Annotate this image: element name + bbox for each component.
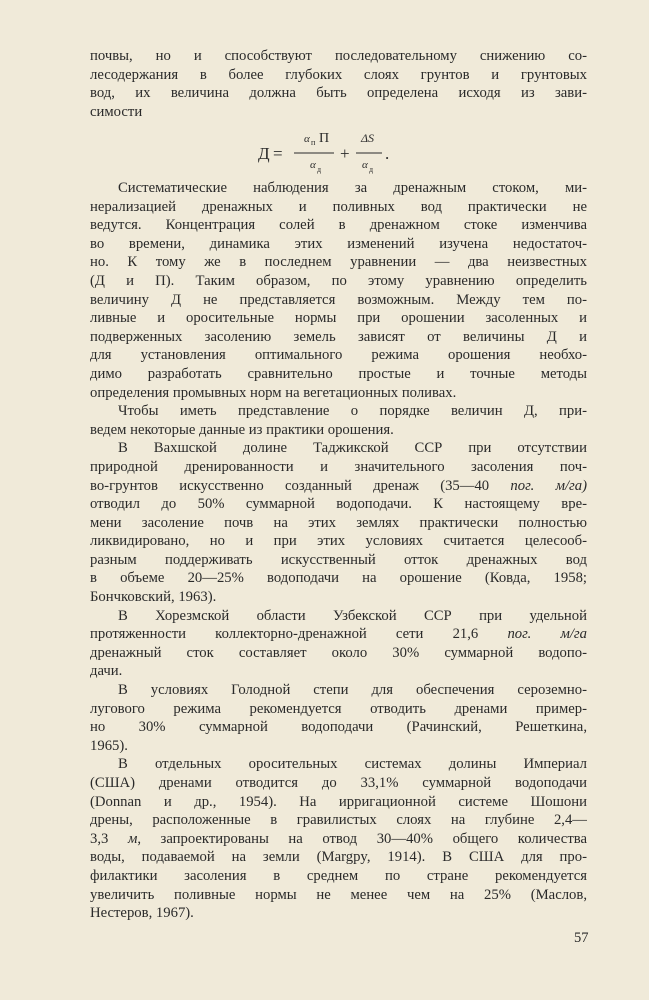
- text-line: ливные и оросительные нормы при орошении засоленных и: [90, 310, 587, 327]
- text-line: увеличить поливные нормы не менее чем на 25% (Маслов,: [90, 886, 587, 903]
- text-line: (Д и П). Таким образом, по этому уравнению определить: [90, 272, 587, 289]
- formula-num2: ΔS: [361, 131, 375, 145]
- text-line: симости: [90, 103, 143, 120]
- text-line: нерализацией дренажных и поливных вод практически не: [90, 198, 587, 215]
- text-line: отводил до 50% суммарной водоподачи. К настоящему вре-: [90, 496, 587, 513]
- text-line: дачи.: [90, 663, 123, 680]
- text-line: Чтобы иметь представление о порядке величин Д, при-: [118, 403, 587, 420]
- text-line: во времени, динамика этих изменений изучена недостаточ-: [90, 235, 587, 252]
- text-line: димо разработать сравнительно простые и точные методы: [90, 365, 587, 382]
- text-line: Систематические наблюдения за дренажным стоком, ми-: [118, 180, 587, 196]
- text-line: В условиях Голодной степи для обеспечения сероземно-: [118, 682, 587, 699]
- text-line: воды, подаваемой на земли (Margpy, 1914). В США для про-: [90, 849, 587, 866]
- text-fragment: , запроектированы на отвод 30—40% общего количества: [137, 830, 587, 847]
- text-line: величину Д не представляется возможным. Между тем по-: [90, 291, 587, 308]
- formula-dot: .: [385, 144, 390, 163]
- text-line: Бончковский, 1963).: [90, 589, 217, 606]
- formula-num1-p: П: [319, 131, 330, 146]
- formula-svg: [258, 128, 408, 178]
- text-line: 1965).: [90, 737, 128, 754]
- formula-equals: =: [273, 144, 283, 163]
- formula-den1-sub: д: [317, 165, 322, 174]
- text-line: разным поддерживать искусственный отток дренажных вод: [90, 551, 587, 568]
- text-line: ликвидировано, но и при этих условиях считается целесооб-: [90, 533, 587, 550]
- text-line: дрены, расположенные в гравилистых слоях на глубине 2,4—: [90, 812, 587, 829]
- text-line: В Хорезмской области Узбекской ССР при удельной: [118, 607, 587, 624]
- text-line: определения промывных норм на вегетационных поливах.: [90, 384, 457, 401]
- text-line: мени засоление почв на этих землях практически полностью: [90, 514, 587, 531]
- text-line: лугового режима рекомендуется отводить дренами пример-: [90, 700, 587, 717]
- formula-den2-alpha: α: [362, 159, 368, 171]
- text-line-with-unit: [90, 477, 587, 496]
- text-line: лесодержания в более глубоких слоях грунтов и грунтовых: [90, 66, 587, 83]
- formula-num1-sub: п: [311, 138, 316, 147]
- text-line: филактики засоления в среднем по стране рекомендуется: [90, 867, 587, 884]
- text-line-with-unit: [90, 830, 587, 849]
- drainage-formula: [258, 128, 408, 178]
- text-line: вод, их величина должна быть определена исходя из зави-: [90, 85, 587, 102]
- text-line: дренажный сток составляет около 30% суммарной водопо-: [90, 644, 587, 661]
- unit-text: м: [127, 830, 138, 847]
- text-line: В отдельных оросительных системах долины Империал: [118, 756, 587, 773]
- text-line: ведем некоторые данные из практики орошения.: [90, 421, 394, 438]
- page-number: 57: [574, 930, 589, 946]
- text-fragment: во-грунтов искусственно созданный дренаж (35—40: [90, 477, 490, 494]
- text-line: ведутся. Концентрация солей в дренажном стоке изменчива: [90, 217, 587, 234]
- formula-den1-alpha: α: [310, 159, 316, 171]
- text-line: для установления оптимального режима орошения необхо-: [90, 347, 587, 364]
- paragraph-intro: [90, 47, 587, 121]
- main-text: [90, 179, 587, 923]
- text-fragment: протяженности коллекторно-дренажной сети 21,6: [90, 626, 479, 643]
- formula-den2-sub: д: [369, 165, 374, 174]
- formula-plus: +: [340, 144, 350, 163]
- unit-text: пог. м/га: [507, 626, 587, 643]
- text-line: подверженных засолению земель зависят от величины Д и: [90, 328, 587, 345]
- text-line: почвы, но и способствуют последовательному снижению со-: [90, 48, 587, 64]
- text-line: но 30% суммарной водоподачи (Рачинский, Решеткина,: [90, 719, 587, 736]
- text-line: Нестеров, 1967).: [90, 905, 194, 922]
- text-line: в объеме 20—25% водоподачи на орошение (Ковда, 1958;: [90, 570, 587, 587]
- formula-lhs: Д: [258, 144, 270, 163]
- text-line-with-unit: [90, 625, 587, 644]
- text-line: (Donnan и др., 1954). На ирригационной системе Шошони: [90, 793, 587, 810]
- unit-text: пог. м/га): [510, 477, 587, 494]
- formula-num1-alpha: α: [304, 133, 310, 145]
- text-line: В Вахшской долине Таджикской ССР при отсутствии: [118, 440, 587, 457]
- text-line: природной дренированности и значительного засоления поч-: [90, 458, 587, 475]
- text-line: но. К тому же в последнем уравнении — два неизвестных: [90, 254, 587, 271]
- text-fragment: 3,3: [90, 830, 109, 847]
- text-line: (США) дренами отводится до 33,1% суммарной водоподачи: [90, 775, 587, 791]
